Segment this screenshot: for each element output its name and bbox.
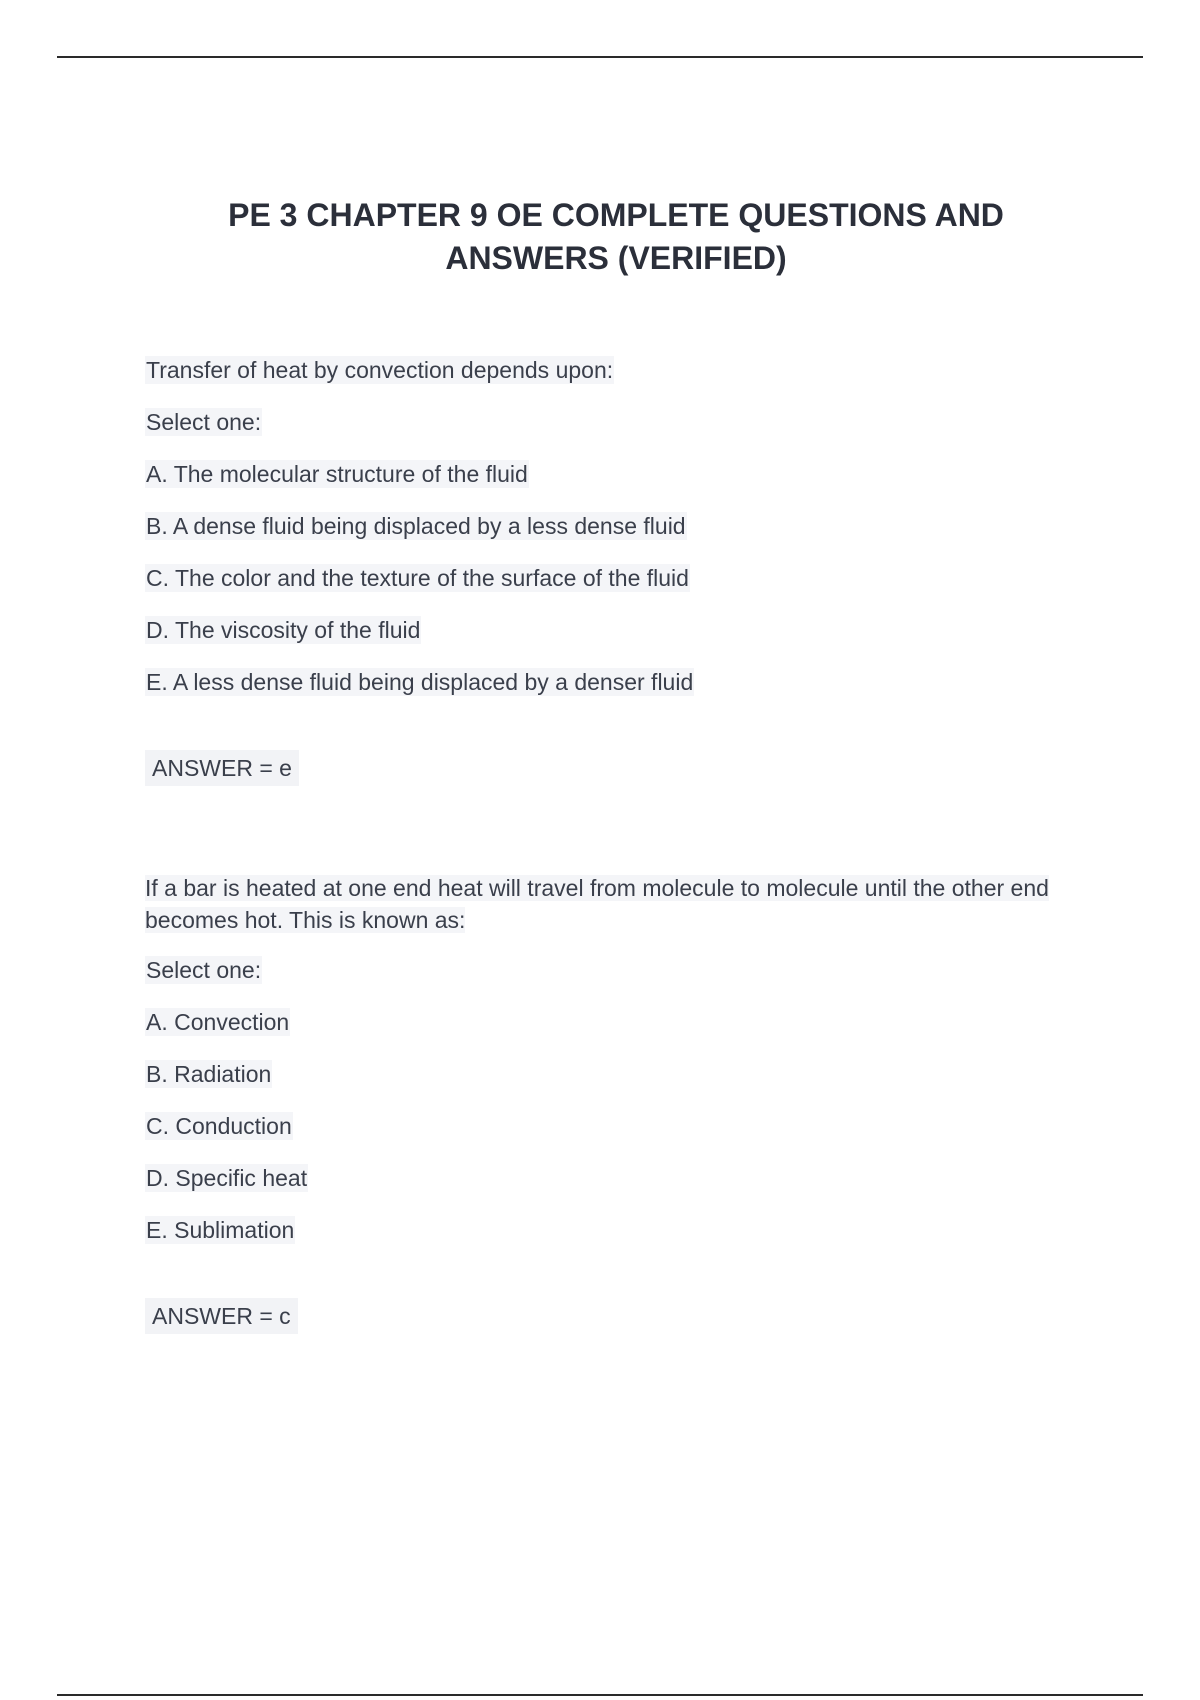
select-prompt: Select one:	[146, 409, 262, 435]
answer-label: ANSWER = e	[145, 750, 299, 786]
answer-label: ANSWER = c	[145, 1298, 298, 1334]
bottom-rule	[57, 1694, 1143, 1696]
question-block-2	[145, 872, 1065, 1334]
option-d: D. Specific heat	[146, 1165, 308, 1191]
option-e: E. A less dense fluid being displaced by a denser fluid	[146, 669, 694, 695]
top-rule	[57, 56, 1143, 58]
option-d: D. The viscosity of the fluid	[146, 617, 421, 643]
option-e: E. Sublimation	[146, 1217, 295, 1243]
document-title: PE 3 CHAPTER 9 OE COMPLETE QUESTIONS AND ANSWERS (VERIFIED)	[228, 197, 1004, 276]
select-prompt: Select one:	[146, 957, 262, 983]
option-b: B. Radiation	[146, 1061, 272, 1087]
question-text: Transfer of heat by convection depends upon:	[146, 357, 614, 383]
option-c: C. The color and the texture of the surface of the fluid	[146, 565, 689, 591]
question-text: If a bar is heated at one end heat will travel from molecule to molecule until the other end becomes hot. This is known as:	[145, 875, 1049, 933]
question-block-1	[145, 352, 1065, 786]
option-c: C. Conduction	[146, 1113, 292, 1139]
option-b: B. A dense fluid being displaced by a less dense fluid	[146, 513, 686, 539]
option-a: A. The molecular structure of the fluid	[146, 461, 528, 487]
option-a: A. Convection	[146, 1009, 290, 1035]
